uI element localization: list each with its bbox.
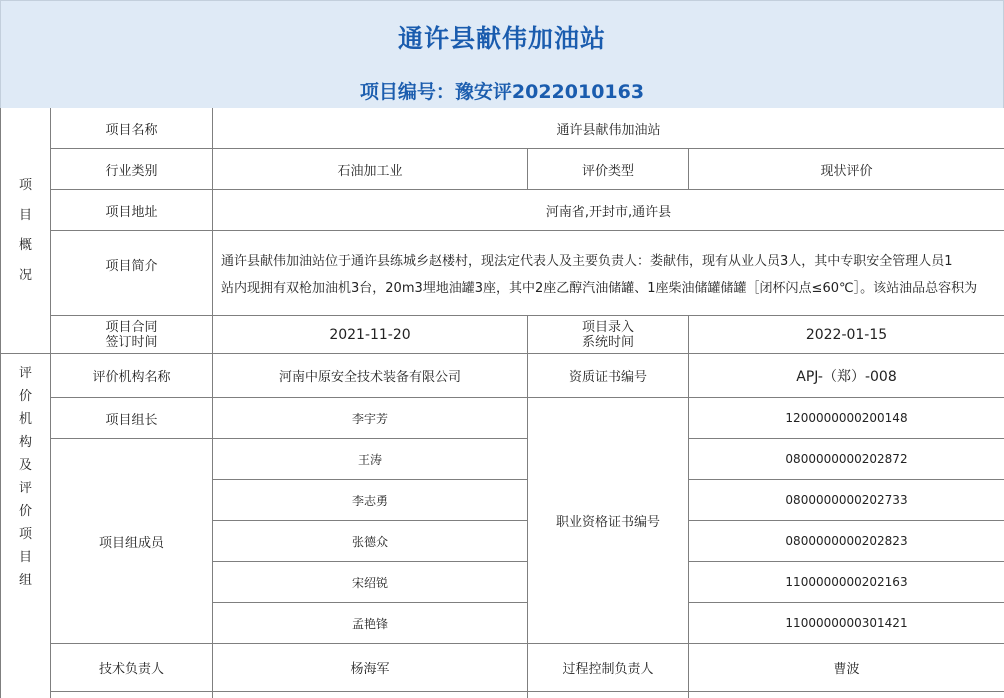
section-label-char: 概 (18, 237, 32, 253)
member-cert: 0800000000202823 (689, 521, 1004, 562)
table-bottom-edge (0, 692, 51, 698)
industry-label: 行业类别 (51, 149, 213, 190)
section-label-char: 目 (18, 207, 32, 223)
section-label-char: 项 (18, 527, 32, 542)
section-label-char: 况 (18, 267, 32, 283)
contract-label-line: 项目合同 (105, 319, 158, 335)
pro-cert-label: 职业资格证书编号 (528, 398, 689, 644)
section-label-char: 价 (18, 389, 32, 404)
cert-value: APJ-（郑）-008 (689, 354, 1004, 398)
industry-value: 石油加工业 (213, 149, 528, 190)
entry-label-line: 项目录入 (581, 319, 634, 335)
tech-lead-value: 杨海军 (213, 644, 528, 692)
section-label-char: 及 (18, 458, 32, 473)
tech-lead-label: 技术负责人 (51, 644, 213, 692)
brief-line: 站内现拥有双枪加油机3台，20m3埋地油罐3座，其中2座乙醇汽油储罐、1座柴油储罐储罐［闭杯闪点≤60℃］。该站油品总容积为 (221, 281, 978, 296)
member-cert: 0800000000202733 (689, 480, 1004, 521)
section-label-char: 评 (18, 481, 32, 496)
eval-type-value: 现状评价 (689, 149, 1004, 190)
section-label-char: 项 (18, 177, 32, 193)
org-name-label: 评价机构名称 (51, 354, 213, 398)
process-lead-label: 过程控制负责人 (528, 644, 689, 692)
member-name: 王涛 (213, 439, 528, 480)
process-lead-value: 曹波 (689, 644, 1004, 692)
member-cert: 1100000000202163 (689, 562, 1004, 603)
leader-label: 项目组长 (51, 398, 213, 439)
address-label: 项目地址 (51, 190, 213, 231)
project-name-label: 项目名称 (51, 108, 213, 149)
brief-value (213, 231, 1004, 316)
section-label-char: 机 (18, 412, 32, 427)
section-label-char: 组 (18, 573, 32, 588)
entry-date-label (528, 316, 689, 354)
section-label-overview (0, 108, 51, 354)
page-header (0, 0, 1004, 109)
entry-label-line: 系统时间 (581, 334, 634, 350)
members-label: 项目组成员 (51, 439, 213, 644)
table-bottom-edge (528, 692, 689, 698)
cert-label: 资质证书编号 (528, 354, 689, 398)
section-label-char: 构 (18, 435, 32, 450)
member-name: 张德众 (213, 521, 528, 562)
section-label-char: 评 (18, 366, 32, 381)
project-number: 项目编号：豫安评2022010163 (359, 81, 645, 103)
contract-date-value: 2021-11-20 (213, 316, 528, 354)
section-label-char: 价 (18, 504, 32, 519)
member-name: 李志勇 (213, 480, 528, 521)
member-name: 宋绍锐 (213, 562, 528, 603)
brief-line: 通许县献伟加油站位于通许县练城乡赵楼村，现法定代表人及主要负责人：娄献伟，现有从业人员3人，其中专职安全管理人员1 (221, 254, 953, 269)
contract-date-label (51, 316, 213, 354)
member-name: 孟艳锋 (213, 603, 528, 644)
leader-cert: 1200000000200148 (689, 398, 1004, 439)
project-info-table (0, 108, 1004, 698)
section-label-char: 目 (18, 550, 32, 565)
org-name-value: 河南中原安全技术装备有限公司 (213, 354, 528, 398)
section-label-evaluator (0, 354, 51, 698)
page-title: 通许县献伟加油站 (397, 24, 606, 53)
address-value: 河南省,开封市,通许县 (213, 190, 1004, 231)
entry-date-value: 2022-01-15 (689, 316, 1004, 354)
brief-label: 项目简介 (51, 231, 213, 316)
table-bottom-edge (213, 692, 528, 698)
leader-name: 李宇芳 (213, 398, 528, 439)
project-name-value: 通许县献伟加油站 (213, 108, 1004, 149)
eval-type-label: 评价类型 (528, 149, 689, 190)
table-bottom-edge (51, 692, 213, 698)
contract-label-line: 签订时间 (105, 334, 158, 350)
member-cert: 1100000000301421 (689, 603, 1004, 644)
member-cert: 0800000000202872 (689, 439, 1004, 480)
